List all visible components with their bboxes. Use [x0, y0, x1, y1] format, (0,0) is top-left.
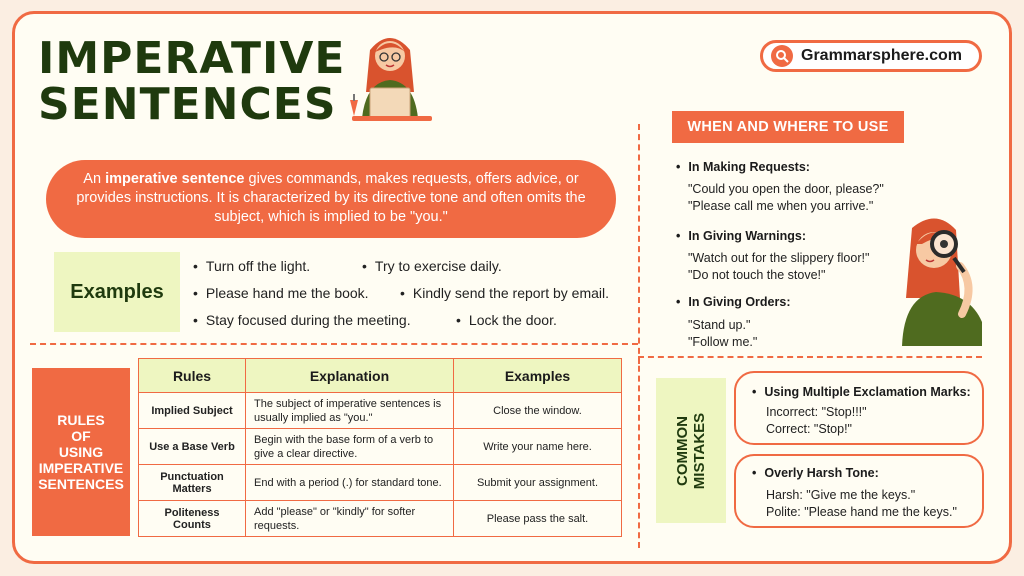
use-example: "Please call me when you arrive."	[688, 199, 874, 213]
table-row	[139, 465, 622, 501]
rule-example: Write your name here.	[454, 429, 622, 465]
search-icon	[771, 45, 793, 67]
mistake-heading: • Using Multiple Exclamation Marks:	[752, 385, 971, 399]
mistake-line: Incorrect: "Stop!!!"	[766, 405, 867, 419]
rule-name: Implied Subject	[139, 393, 246, 429]
mistake-card	[734, 454, 984, 528]
use-example: "Could you open the door, please?"	[688, 182, 884, 196]
example-item: • Kindly send the report by email.	[400, 285, 609, 301]
rule-explanation: The subject of imperative sentences is usually implied as "you."	[246, 393, 454, 429]
use-example: "Watch out for the slippery floor!"	[688, 251, 870, 265]
use-heading: • In Giving Orders:	[676, 295, 791, 309]
column-header: Explanation	[246, 359, 454, 393]
rule-explanation: Begin with the base form of a verb to give a clear directive.	[246, 429, 454, 465]
rule-name: Punctuation Matters	[139, 465, 246, 501]
rules-label-line: IMPERATIVE	[38, 460, 124, 476]
rules-table	[138, 358, 622, 537]
rule-explanation: Add "please" or "kindly" for softer requests.	[246, 501, 454, 537]
rule-name: Politeness Counts	[139, 501, 246, 537]
page-title	[38, 33, 346, 130]
example-item: • Lock the door.	[456, 312, 557, 328]
definition-text: gives commands, makes requests, offers advice, or provides instructions. It is characterized by its directive tone and often omits the subject, which is implied to be "you."	[76, 171, 586, 225]
divider	[638, 356, 982, 358]
definition-box	[46, 160, 616, 238]
definition-prefix: An	[83, 171, 106, 187]
rules-label-line: OF	[71, 428, 91, 444]
table-row	[139, 429, 622, 465]
girl-magnifier-illustration	[886, 214, 998, 346]
rules-label	[32, 368, 130, 536]
title-line-1: IMPERATIVE	[38, 33, 346, 84]
rule-example: Please pass the salt.	[454, 501, 622, 537]
column-header: Examples	[454, 359, 622, 393]
mistake-line: Polite: "Please hand me the keys."	[766, 505, 957, 519]
rule-example: Close the window.	[454, 393, 622, 429]
use-heading: • In Making Requests:	[676, 160, 810, 174]
brand-name: Grammarsphere.com	[801, 47, 962, 64]
example-item: • Turn off the light.	[193, 258, 310, 274]
girl-laptop-illustration	[340, 30, 440, 126]
mistakes-label	[674, 413, 708, 489]
title-line-2: SENTENCES	[38, 79, 337, 130]
divider	[638, 356, 640, 548]
table-header-row	[139, 359, 622, 393]
divider	[30, 343, 638, 345]
table-row	[139, 393, 622, 429]
example-item: • Try to exercise daily.	[362, 258, 502, 274]
use-example: "Stand up."	[688, 318, 751, 332]
mistake-line: Correct: "Stop!"	[766, 422, 852, 436]
brand-pill[interactable]	[760, 40, 982, 72]
rule-name: Use a Base Verb	[139, 429, 246, 465]
rule-explanation: End with a period (.) for standard tone.	[246, 465, 454, 501]
definition-term: imperative sentence	[105, 171, 245, 187]
mistake-card	[734, 371, 984, 445]
rules-label-line: RULES	[57, 412, 105, 428]
column-header: Rules	[139, 359, 246, 393]
examples-label: Examples	[54, 252, 180, 332]
example-item: • Stay focused during the meeting.	[193, 312, 411, 328]
when-to-use-label: WHEN AND WHERE TO USE	[672, 111, 904, 143]
mistakes-label-line: MISTAKES	[691, 412, 708, 490]
rules-label-line: SENTENCES	[38, 476, 124, 492]
divider	[638, 124, 640, 364]
example-item: • Please hand me the book.	[193, 285, 369, 301]
use-example: "Do not touch the stove!"	[688, 268, 826, 282]
use-example: "Follow me."	[688, 335, 758, 349]
mistake-heading: • Overly Harsh Tone:	[752, 466, 879, 480]
mistake-line: Harsh: "Give me the keys."	[766, 488, 916, 502]
rule-example: Submit your assignment.	[454, 465, 622, 501]
table-row	[139, 501, 622, 537]
mistakes-label-line: COMMON	[674, 416, 691, 486]
use-heading: • In Giving Warnings:	[676, 229, 806, 243]
rules-label-line: USING	[58, 444, 104, 460]
